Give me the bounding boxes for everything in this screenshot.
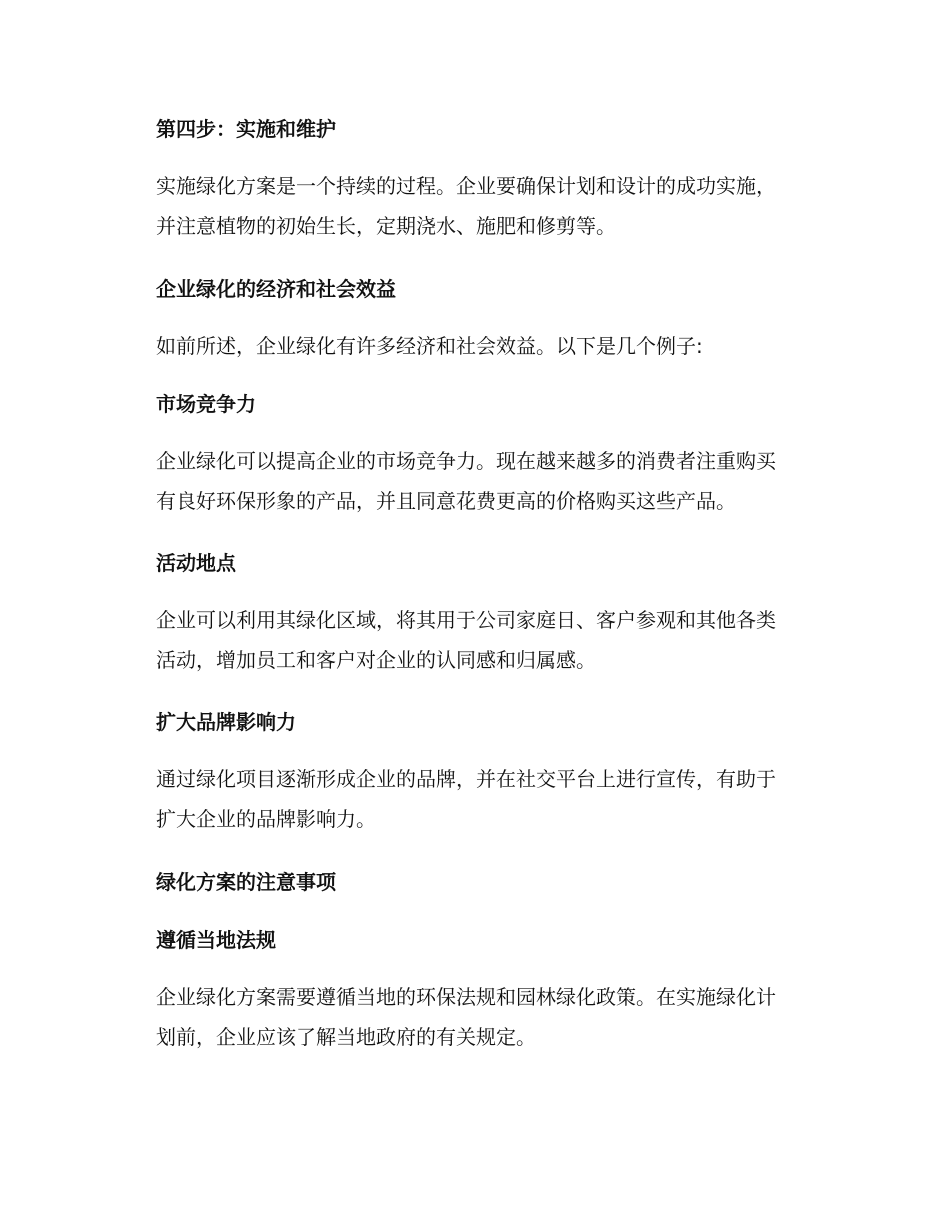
paragraph-line: 并注意植物的初始生长，定期浇水、施肥和修剪等。 — [156, 214, 616, 238]
section-heading-brand-influence: 扩大品牌影响力 — [156, 710, 296, 734]
paragraph-implementation — [112, 166, 832, 246]
paragraph-local-regulations — [112, 977, 832, 1057]
paragraph-event-venue — [112, 600, 832, 680]
paragraph-line: 活动，增加员工和客户对企业的认同感和归属感。 — [156, 648, 596, 672]
section-heading-market-competitiveness: 市场竞争力 — [156, 392, 256, 416]
paragraph-line: 企业绿化可以提高企业的市场竞争力。现在越来越多的消费者注重购买 — [156, 449, 776, 473]
paragraph-line: 企业绿化方案需要遵循当地的环保法规和园林绿化政策。在实施绿化计 — [156, 985, 776, 1009]
paragraph-line: 扩大企业的品牌影响力。 — [156, 807, 376, 831]
section-heading-considerations: 绿化方案的注意事项 — [156, 870, 336, 894]
paragraph-line: 企业可以利用其绿化区域，将其用于公司家庭日、客户参观和其他各类 — [156, 608, 776, 632]
paragraph-line: 如前所述，企业绿化有许多经济和社会效益。以下是几个例子: — [156, 334, 703, 358]
section-heading-event-venue: 活动地点 — [156, 551, 236, 575]
paragraph-benefits-intro — [112, 326, 832, 366]
section-heading-benefits: 企业绿化的经济和社会效益 — [156, 277, 396, 301]
paragraph-line: 划前，企业应该了解当地政府的有关规定。 — [156, 1025, 536, 1049]
paragraph-brand-influence — [112, 759, 832, 839]
paragraph-market-competitiveness — [112, 441, 832, 521]
paragraph-line: 有良好环保形象的产品，并且同意花费更高的价格购买这些产品。 — [156, 489, 736, 513]
paragraph-line: 通过绿化项目逐渐形成企业的品牌，并在社交平台上进行宣传，有助于 — [156, 767, 776, 791]
paragraph-line: 实施绿化方案是一个持续的过程。企业要确保计划和设计的成功实施， — [156, 174, 776, 198]
section-heading-step-four: 第四步：实施和维护 — [156, 117, 336, 141]
section-heading-local-regulations: 遵循当地法规 — [156, 928, 276, 952]
